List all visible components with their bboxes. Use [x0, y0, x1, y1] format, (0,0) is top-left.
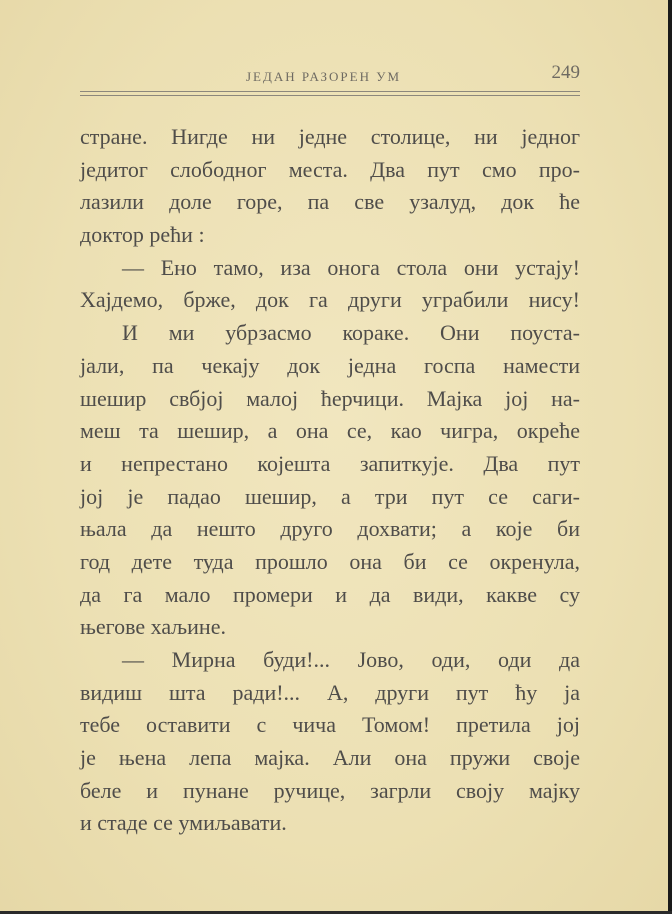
text-line: год дете туда прошло она би се окренула,: [80, 548, 580, 574]
text-line: је њена лепа мајка. Али она пружи своје: [80, 745, 580, 771]
page-header: [80, 62, 580, 88]
text-line: — Мирна буди!... Јово, оди, оди да: [122, 647, 580, 672]
text-line: стране. Нигде ни једне столице, ни једног: [80, 124, 580, 149]
text-line: шешир свбјој малој ћерчици. Мајка јој на-: [80, 385, 580, 411]
running-head: ЈЕДАН РАЗОРЕН УМ: [246, 69, 401, 84]
text-line: да га мало промери и да види, какве су: [80, 581, 580, 607]
text-line: И ми убрзасмо кораке. Они поуста-: [122, 320, 580, 346]
text-line: његове хаљине.: [80, 614, 226, 640]
text-line: — Ено тамо, иза онога стола они устају!: [122, 254, 580, 280]
text-line: тебе оставити с чича Томом! претила јој: [80, 712, 580, 738]
text-line: беле и пунане ручице, загрли своју мајку: [80, 777, 580, 803]
text-line: јали, па чекају док једна госпа намести: [80, 352, 580, 378]
text-line: једитог слободног места. Два пут смо про-: [80, 156, 580, 182]
text-line: њала да нешто друго дохвати; а које би: [80, 516, 580, 542]
body-text: [80, 121, 580, 840]
text-line: видиш шта ради!... А, други пут ћу ја: [80, 679, 580, 705]
text-line: Хајдемо, брже, док га други уграбили нису!: [80, 287, 580, 313]
text-line: лазили доле горе, па све узалуд, док ће: [80, 189, 580, 215]
text-line: јој је падао шешир, а три пут се саги-: [80, 483, 580, 509]
text-line: доктор рећи :: [80, 222, 205, 248]
text-line: и непрестано којешта запиткује. Два пут: [80, 450, 580, 476]
page-number: 249: [551, 62, 580, 83]
scan-edge-right: [668, 0, 672, 914]
header-rule-top: [80, 91, 580, 92]
header-rule-bottom: [80, 95, 580, 96]
text-line: и стаде се умиљавати.: [80, 810, 287, 836]
text-line: меш та шешир, а она се, као чигра, окреће: [80, 418, 580, 444]
